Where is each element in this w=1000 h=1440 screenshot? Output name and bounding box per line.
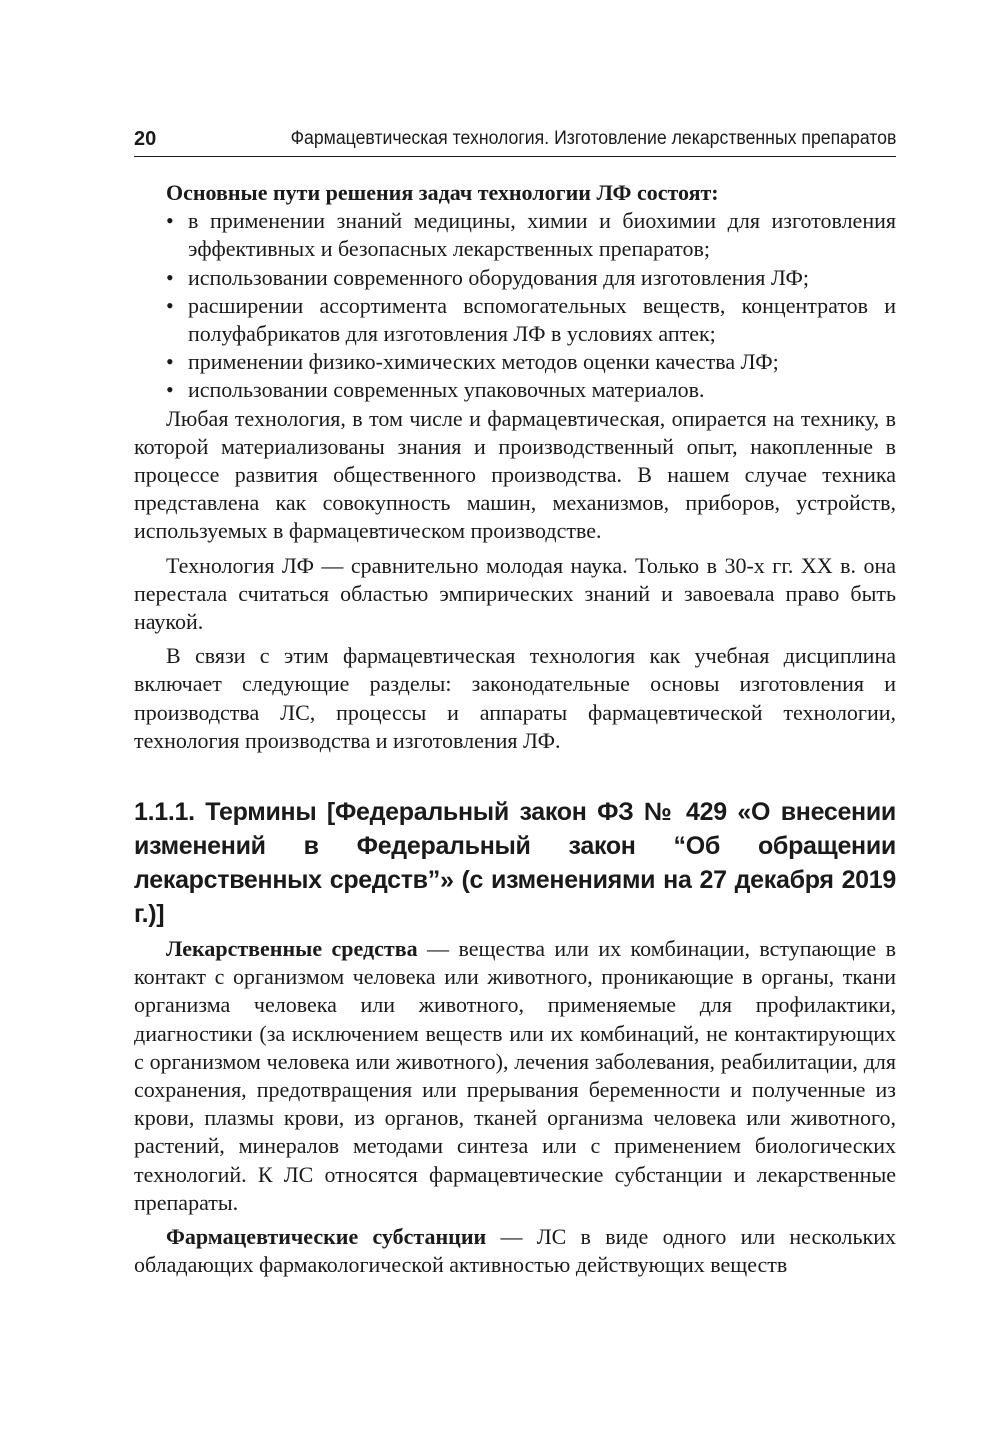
- definition-term: Лекарственные средства: [166, 936, 418, 962]
- bullet-text: в применении знаний медицины, химии и биохимии для изготовления эффективных и безопасных лекарственных препаратов;: [188, 208, 896, 262]
- bullet-item: [134, 292, 896, 348]
- bullet-text: использовании современного оборудования для изготовления ЛФ;: [188, 264, 810, 290]
- definition-pharma-substances: [134, 1223, 896, 1279]
- page-body: [134, 179, 896, 1280]
- intro-bullet-list: [134, 207, 896, 404]
- running-header: [134, 126, 896, 157]
- book-page: [134, 126, 896, 1280]
- running-title: Фармацевтическая технология. Изготовление лекарственных препаратов: [290, 128, 896, 149]
- page-number: 20: [134, 128, 157, 150]
- bullet-text: применении физико-химических методов оценки качества ЛФ;: [188, 349, 779, 375]
- bullet-item: [134, 264, 896, 292]
- definition-text: — ЛС в виде одного или нескольких обладающих фармакологической активностью действующих веществ: [134, 1224, 897, 1278]
- bullet-glyph: •: [166, 208, 174, 234]
- definition-term: Фармацевтические субстанции: [166, 1224, 487, 1250]
- bullet-text: использовании современных упаковочных материалов.: [188, 377, 705, 403]
- section-heading: 1.1.1. Термины [Федеральный закон ФЗ № 429 «О внесении изменений в Федеральный закон “Об обращении лекарственных средств”» (с изменениями на 27 декабря 2019 г.)]: [134, 798, 896, 929]
- bullet-glyph: •: [166, 264, 174, 290]
- intro-lead: Основные пути решения задач технологии ЛФ состоят:: [166, 180, 719, 205]
- bullet-item: [134, 348, 896, 376]
- definition-medicines: [134, 935, 896, 1217]
- bullet-glyph: •: [166, 292, 174, 318]
- bullet-glyph: •: [166, 349, 174, 375]
- bullet-text: расширении ассортимента вспомогательных веществ, концентратов и полуфабрикатов для изготовления ЛФ в условиях аптек;: [188, 292, 896, 347]
- bullet-item: [134, 207, 896, 263]
- paragraph-discipline-sections: В связи с этим фармацевтическая технология как учебная дисциплина включает следующие разделы: законодательные основы изготовления и производства ЛС, процессы и аппараты фармацевтической технологии, технология производства и изготовления ЛФ.: [134, 643, 896, 753]
- bullet-item: [134, 376, 896, 404]
- bullet-glyph: •: [166, 377, 174, 403]
- paragraph-young-science: Технология ЛФ — сравнительно молодая наука. Только в 30-х гг. XX в. она перестала считаться областью эмпирических знаний и завоевала право быть наукой.: [134, 552, 896, 635]
- definition-text: — вещества или их комбинации, вступающие в контакт с организмом человека или животного, проникающие в органы, ткани организма человека или животного, применяемые для профилактики, диагностики (за исключением веществ или их комбинаций, не контактирующих с организмом человека или животного), лечения заболевания, реабилитации, для сохранения, предотвращения или прерывания беременности и полученные из крови, плазмы крови, из органов, тканей организма человека или животного, растений, минералов методами синтеза или с применением биологических технологий. К ЛС относятся фармацевтические субстанции и лекарственные препараты.: [134, 936, 897, 1215]
- paragraph-technology-technique: Любая технология, в том числе и фармацевтическая, опирается на технику, в которой материализованы знания и производственный опыт, накопленные в процессе развития общественного производства. В нашем случае техника представлена как совокупность машин, механизмов, приборов, устройств, используемых в фармацевтическом производстве.: [134, 405, 896, 544]
